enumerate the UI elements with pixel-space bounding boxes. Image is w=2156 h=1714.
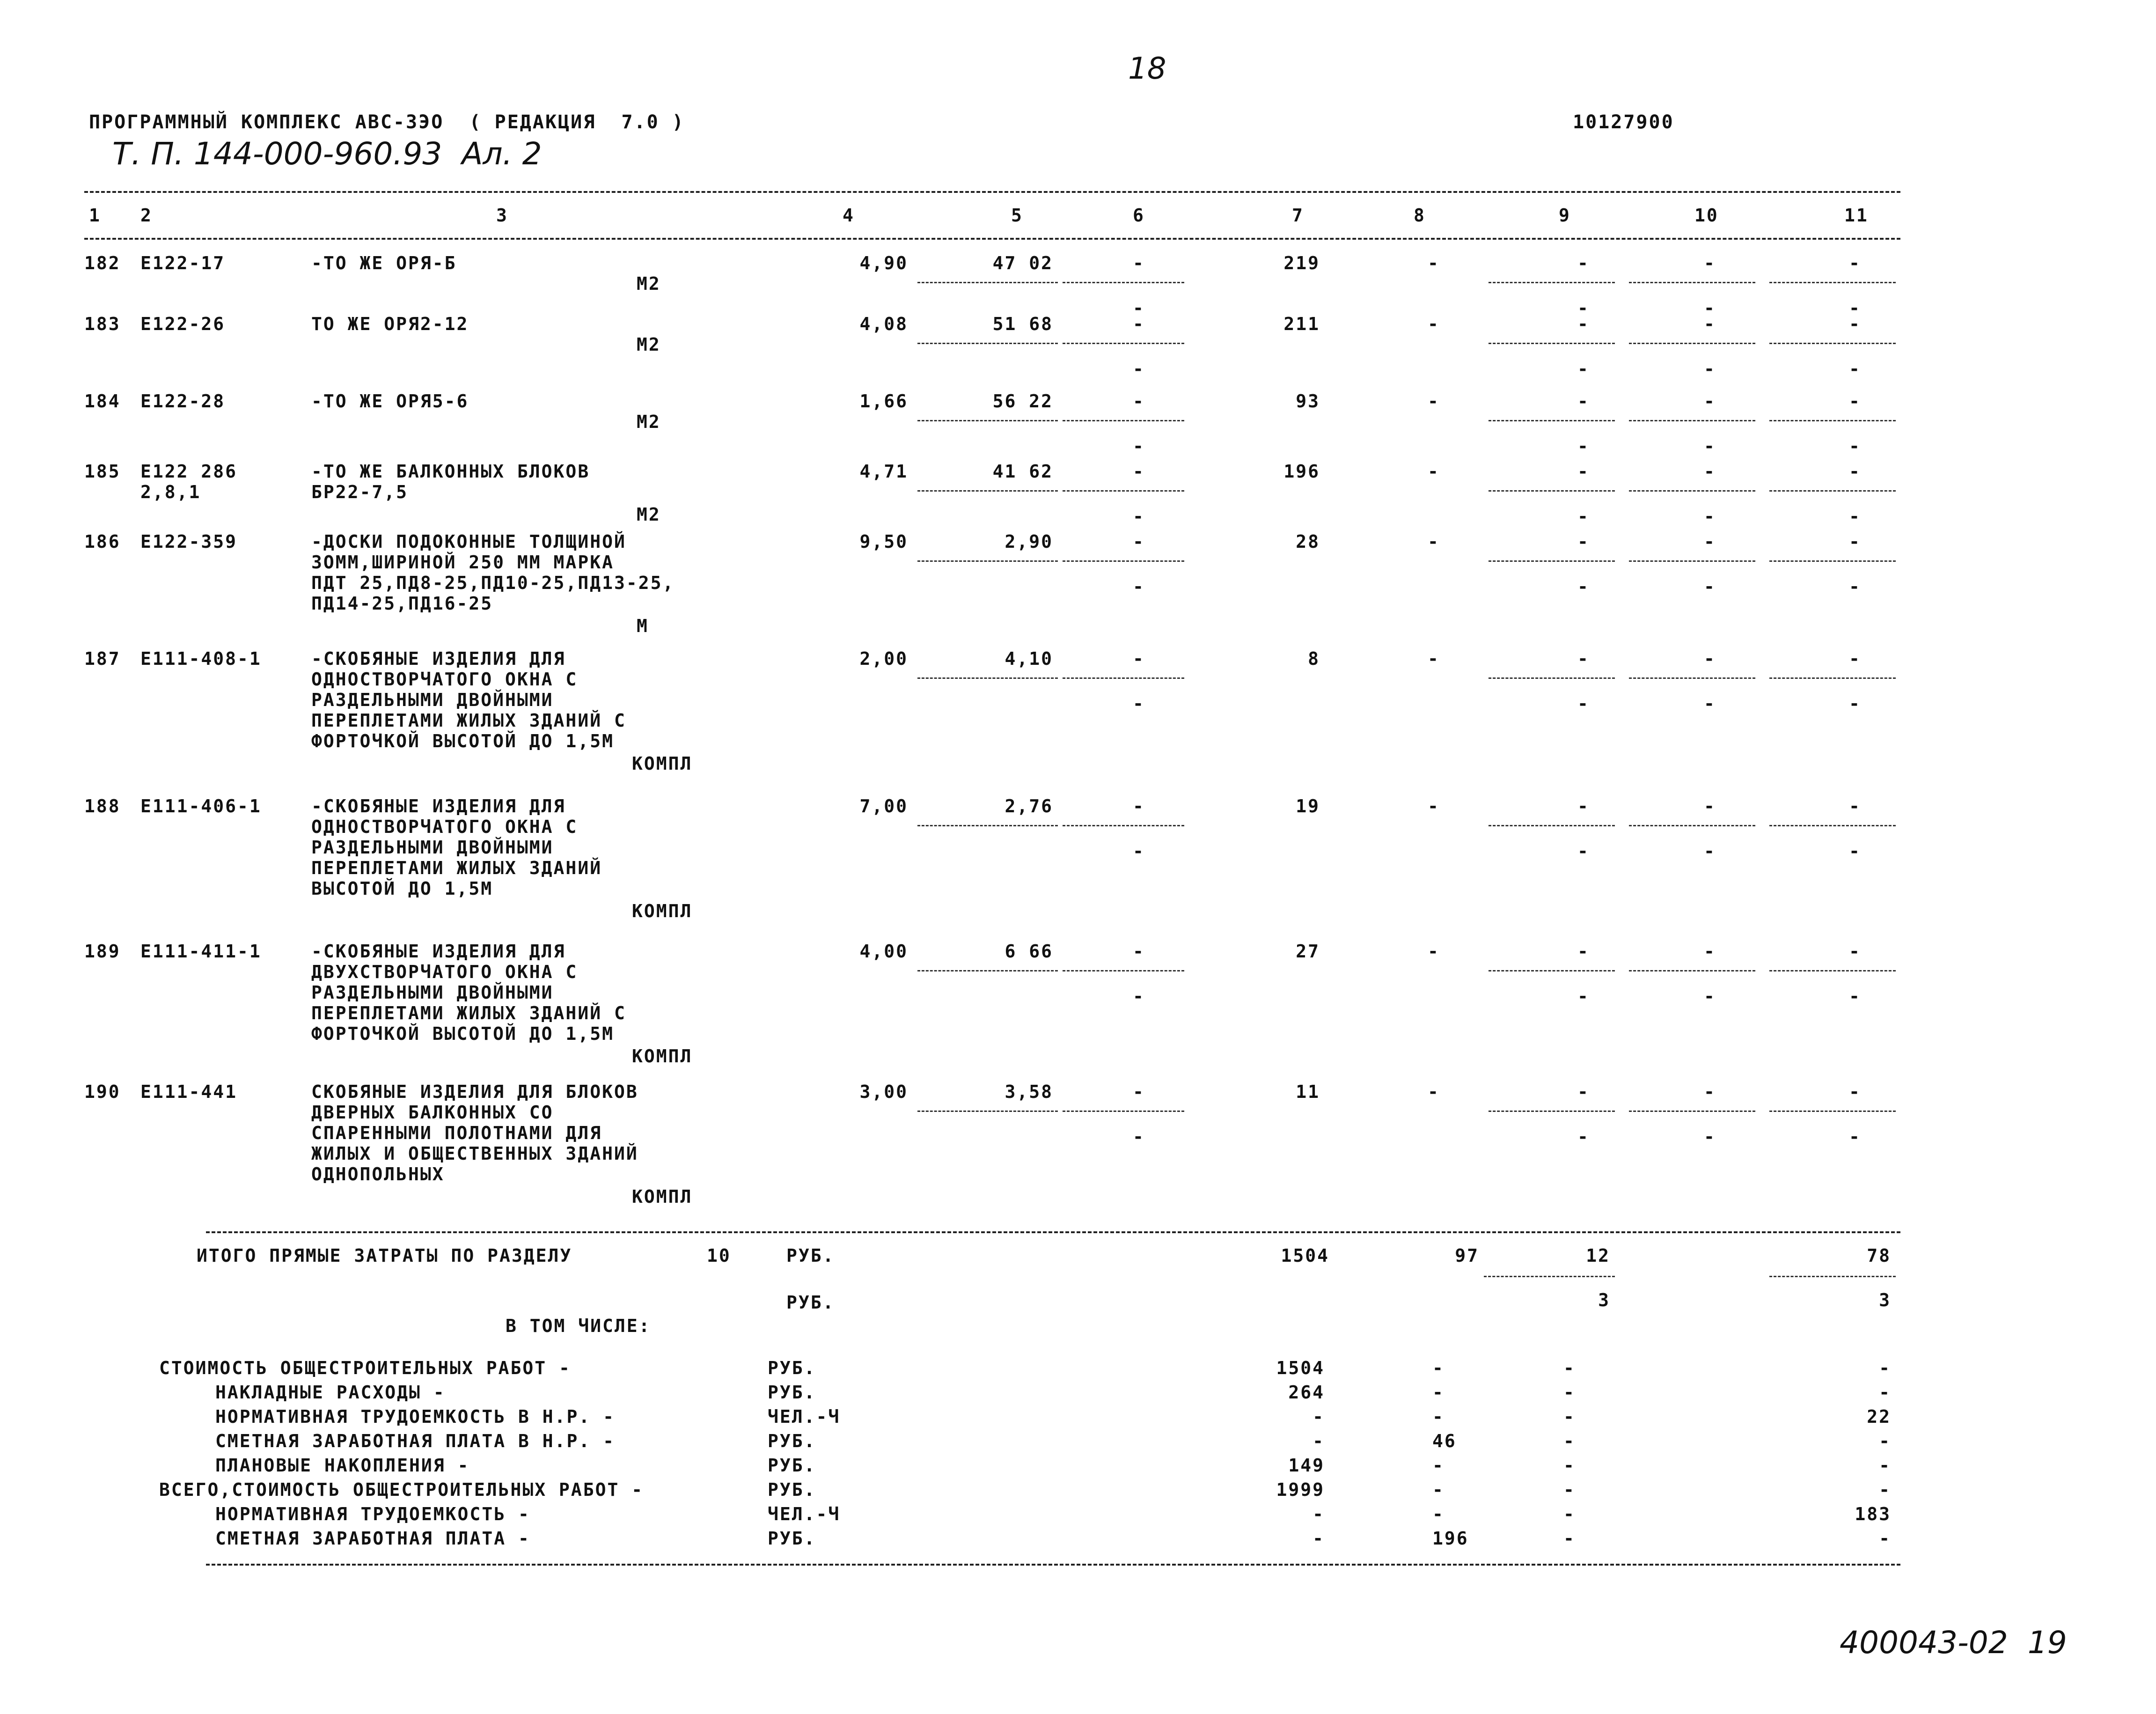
col9-below: - (1577, 841, 1590, 861)
summary-col7: - (1313, 1528, 1325, 1549)
totals-col9-second: 3 (1598, 1290, 1610, 1310)
col10-below: - (1704, 576, 1716, 597)
col8-value: - (1428, 1081, 1440, 1102)
col11-below: - (1849, 841, 1861, 861)
work-description-line: -ТО ЖЕ БАЛКОННЫХ БЛОКОВ (311, 461, 590, 482)
price-underline (917, 343, 1058, 344)
work-description-line: ОДНОПОЛЬНЫХ (311, 1164, 445, 1184)
summary-col11: - (1879, 1358, 1891, 1378)
col11-underline (1769, 970, 1896, 971)
col10-value: - (1704, 796, 1716, 817)
col11-below: - (1849, 298, 1861, 318)
work-description-line: -ТО ЖЕ ОРЯ5-6 (311, 391, 469, 412)
unit-of-measure: М2 (637, 412, 661, 432)
summary-bottom-rule (206, 1564, 1900, 1566)
col9-below: - (1577, 506, 1590, 527)
work-description-line: РАЗДЕЛЬНЫМИ ДВОЙНЫМИ (311, 982, 554, 1003)
quantity: 4,08 (859, 314, 908, 334)
unit-of-measure: КОМПЛ (632, 1186, 693, 1207)
summary-col8: - (1432, 1504, 1445, 1524)
summary-label: ВСЕГО,СТОИМОСТЬ ОБЩЕСТРОИТЕЛЬНЫХ РАБОТ - (159, 1479, 644, 1500)
col8-value: - (1428, 314, 1440, 334)
totals-col11-underline (1769, 1276, 1896, 1277)
col7-value: 219 (1283, 253, 1320, 273)
summary-col7: 149 (1288, 1455, 1325, 1476)
col9-below: - (1577, 1126, 1590, 1147)
summary-col9: - (1563, 1406, 1576, 1427)
summary-col7: - (1313, 1504, 1325, 1524)
col6-below: - (1133, 506, 1145, 527)
column-number-8: 8 (1414, 205, 1426, 226)
unit-of-measure: КОМПЛ (632, 901, 693, 921)
summary-col11: - (1879, 1455, 1891, 1476)
col10-below: - (1704, 841, 1716, 861)
column-number-2: 2 (140, 205, 153, 226)
col6-below: - (1133, 576, 1145, 597)
price-underline (917, 490, 1058, 492)
rate-code: Е111-411-1 (140, 941, 262, 962)
col10-underline (1629, 343, 1755, 344)
summary-col11: 183 (1855, 1504, 1891, 1524)
col6-value: - (1133, 796, 1145, 817)
unit-of-measure: М2 (637, 334, 661, 355)
program-header: ПРОГРАММНЫЙ КОМПЛЕКС АВС-3ЭО ( РЕДАКЦИЯ 7.0 ) (89, 111, 685, 133)
summary-col9: - (1563, 1528, 1576, 1549)
price-underline (917, 825, 1058, 826)
col11-value: - (1849, 531, 1861, 552)
col10-value: - (1704, 314, 1716, 334)
totals-col9: 12 (1586, 1245, 1610, 1266)
summary-col9: - (1563, 1431, 1576, 1451)
work-description-line: ОДНОСТВОРЧАТОГО ОКНА С (311, 669, 578, 690)
col10-below: - (1704, 359, 1716, 379)
col7-value: 8 (1308, 648, 1320, 669)
summary-col9: - (1563, 1479, 1576, 1500)
col11-value: - (1849, 253, 1861, 273)
quantity: 3,00 (859, 1081, 908, 1102)
col8-value: - (1428, 796, 1440, 817)
col10-underline (1629, 825, 1755, 826)
summary-label: НОРМАТИВНАЯ ТРУДОЕМКОСТЬ В Н.Р. - (215, 1406, 615, 1427)
quantity: 4,90 (859, 253, 908, 273)
summary-col8: - (1432, 1406, 1445, 1427)
col11-underline (1769, 1111, 1896, 1112)
col10-below: - (1704, 1126, 1716, 1147)
col6-below: - (1133, 693, 1145, 714)
page-number: 18 (1128, 51, 1166, 86)
unit-price: 47 02 (992, 253, 1053, 273)
summary-unit: РУБ. (768, 1431, 816, 1451)
summary-col11: - (1879, 1479, 1891, 1500)
col11-underline (1769, 343, 1896, 344)
totals-col11: 78 (1867, 1245, 1891, 1266)
row-number: 188 (84, 796, 121, 817)
summary-col8: 196 (1432, 1528, 1469, 1549)
col10-value: - (1704, 1081, 1716, 1102)
col6-underline (1063, 970, 1184, 971)
summary-col7: - (1313, 1431, 1325, 1451)
col10-underline (1629, 970, 1755, 971)
summary-col8: 46 (1432, 1431, 1457, 1451)
col10-value: - (1704, 941, 1716, 962)
column-number-4: 4 (843, 205, 855, 226)
summary-label: НАКЛАДНЫЕ РАСХОДЫ - (215, 1382, 446, 1403)
summary-label: СТОИМОСТЬ ОБЩЕСТРОИТЕЛЬНЫХ РАБОТ - (159, 1358, 571, 1378)
rate-code-suffix: 2,8,1 (140, 482, 201, 502)
row-number: 186 (84, 531, 121, 552)
col9-underline (1489, 825, 1615, 826)
work-description-line: ДВУХСТВОРЧАТОГО ОКНА С (311, 962, 578, 982)
col9-value: - (1577, 253, 1590, 273)
row-number: 182 (84, 253, 121, 273)
col9-underline (1489, 282, 1615, 283)
col9-underline (1489, 970, 1615, 971)
row-number: 184 (84, 391, 121, 412)
totals-top-rule (206, 1231, 1900, 1233)
col6-underline (1063, 282, 1184, 283)
col6-below: - (1133, 359, 1145, 379)
summary-unit: РУБ. (768, 1382, 816, 1403)
rate-code: Е111-441 (140, 1081, 238, 1102)
totals-col8: 97 (1455, 1245, 1479, 1266)
rate-code: Е111-408-1 (140, 648, 262, 669)
unit-price: 2,90 (1005, 531, 1053, 552)
col8-value: - (1428, 253, 1440, 273)
document-code: 10127900 (1573, 111, 1674, 133)
col11-underline (1769, 420, 1896, 421)
summary-col8: - (1432, 1479, 1445, 1500)
col10-below: - (1704, 298, 1716, 318)
col6-underline (1063, 343, 1184, 344)
price-underline (917, 420, 1058, 421)
col11-underline (1769, 282, 1896, 283)
rate-code: Е122-359 (140, 531, 238, 552)
summary-col7: 1504 (1276, 1358, 1325, 1378)
totals-col9-underline (1484, 1276, 1615, 1277)
col7-value: 196 (1283, 461, 1320, 482)
col11-value: - (1849, 941, 1861, 962)
unit-of-measure: М2 (637, 273, 661, 294)
price-underline (917, 970, 1058, 971)
work-description-line: РАЗДЕЛЬНЫМИ ДВОЙНЫМИ (311, 690, 554, 710)
totals-unit-2: РУБ. (786, 1292, 835, 1313)
row-number: 189 (84, 941, 121, 962)
col11-below: - (1849, 506, 1861, 527)
work-description-line: ПЕРЕПЛЕТАМИ ЖИЛЫХ ЗДАНИЙ (311, 858, 602, 878)
work-description-line: -ТО ЖЕ ОРЯ-Б (311, 253, 457, 273)
col6-below: - (1133, 841, 1145, 861)
col10-below: - (1704, 693, 1716, 714)
work-description-line: -СКОБЯНЫЕ ИЗДЕЛИЯ ДЛЯ (311, 941, 566, 962)
col11-underline (1769, 825, 1896, 826)
col6-value: - (1133, 253, 1145, 273)
col9-value: - (1577, 314, 1590, 334)
summary-col11: - (1879, 1431, 1891, 1451)
col6-below: - (1133, 436, 1145, 456)
col7-value: 28 (1296, 531, 1320, 552)
col10-value: - (1704, 253, 1716, 273)
col7-value: 211 (1283, 314, 1320, 334)
price-underline (917, 677, 1058, 679)
unit-of-measure: М2 (637, 504, 661, 525)
unit-price: 4,10 (1005, 648, 1053, 669)
col11-value: - (1849, 461, 1861, 482)
row-number: 187 (84, 648, 121, 669)
col11-value: - (1849, 1081, 1861, 1102)
col10-underline (1629, 282, 1755, 283)
summary-unit: РУБ. (768, 1479, 816, 1500)
col6-underline (1063, 825, 1184, 826)
col8-value: - (1428, 941, 1440, 962)
col6-underline (1063, 677, 1184, 679)
col9-below: - (1577, 693, 1590, 714)
col11-below: - (1849, 693, 1861, 714)
work-description-line: СПАРЕННЫМИ ПОЛОТНАМИ ДЛЯ (311, 1123, 602, 1143)
work-description-line: ПДТ 25,ПД8-25,ПД10-25,ПД13-25, (311, 573, 675, 593)
totals-unit-1: РУБ. (786, 1245, 835, 1266)
col11-below: - (1849, 436, 1861, 456)
work-description-line: ФОРТОЧКОЙ ВЫСОТОЙ ДО 1,5М (311, 731, 614, 751)
col10-below: - (1704, 986, 1716, 1007)
col7-value: 27 (1296, 941, 1320, 962)
col6-underline (1063, 420, 1184, 421)
col9-underline (1489, 1111, 1615, 1112)
rate-code: Е122-28 (140, 391, 226, 412)
col9-underline (1489, 560, 1615, 562)
col9-value: - (1577, 461, 1590, 482)
col6-below: - (1133, 298, 1145, 318)
col10-underline (1629, 490, 1755, 492)
summary-col8: - (1432, 1455, 1445, 1476)
work-description-line: ВЫСОТОЙ ДО 1,5М (311, 878, 493, 899)
column-number-6: 6 (1133, 205, 1145, 226)
column-number-1: 1 (89, 205, 101, 226)
work-description-line: БР22-7,5 (311, 482, 409, 502)
col10-underline (1629, 677, 1755, 679)
totals-section: 10 (707, 1245, 731, 1266)
unit-price: 41 62 (992, 461, 1053, 482)
totals-col7: 1504 (1281, 1245, 1329, 1266)
footer-stamp: 400043-02 19 (1840, 1625, 2067, 1661)
including-label: В ТОМ ЧИСЛЕ: (506, 1316, 651, 1336)
col6-underline (1063, 1111, 1184, 1112)
work-description-line: РАЗДЕЛЬНЫМИ ДВОЙНЫМИ (311, 837, 554, 858)
column-number-11: 11 (1844, 205, 1869, 226)
summary-unit: РУБ. (768, 1455, 816, 1476)
summary-col9: - (1563, 1504, 1576, 1524)
col9-value: - (1577, 796, 1590, 817)
rate-code: Е122-26 (140, 314, 226, 334)
col8-value: - (1428, 648, 1440, 669)
col10-value: - (1704, 531, 1716, 552)
col11-value: - (1849, 648, 1861, 669)
unit-price: 6 66 (1005, 941, 1053, 962)
row-number: 190 (84, 1081, 121, 1102)
col10-value: - (1704, 648, 1716, 669)
col6-value: - (1133, 1081, 1145, 1102)
column-number-7: 7 (1292, 205, 1304, 226)
col10-below: - (1704, 436, 1716, 456)
column-number-3: 3 (496, 205, 508, 226)
work-description-line: ДВЕРНЫХ БАЛКОННЫХ СО (311, 1102, 554, 1123)
unit-price: 51 68 (992, 314, 1053, 334)
col9-value: - (1577, 391, 1590, 412)
summary-col8: - (1432, 1382, 1445, 1403)
col8-value: - (1428, 531, 1440, 552)
summary-col9: - (1563, 1382, 1576, 1403)
work-description-line: ЗОММ,ШИРИНОЙ 250 ММ МАРКА (311, 552, 614, 573)
summary-unit: ЧЕЛ.-Ч (768, 1504, 841, 1524)
col11-below: - (1849, 359, 1861, 379)
col10-value: - (1704, 391, 1716, 412)
summary-col11: - (1879, 1528, 1891, 1549)
col9-below: - (1577, 986, 1590, 1007)
summary-col9: - (1563, 1358, 1576, 1378)
col6-value: - (1133, 941, 1145, 962)
quantity: 7,00 (859, 796, 908, 817)
summary-label: СМЕТНАЯ ЗАРАБОТНАЯ ПЛАТА В Н.Р. - (215, 1431, 615, 1451)
summary-col11: 22 (1867, 1406, 1891, 1427)
rate-code: Е122 286 (140, 461, 238, 482)
summary-unit: РУБ. (768, 1358, 816, 1378)
summary-label: СМЕТНАЯ ЗАРАБОТНАЯ ПЛАТА - (215, 1528, 530, 1549)
col6-below: - (1133, 986, 1145, 1007)
col10-underline (1629, 1111, 1755, 1112)
quantity: 1,66 (859, 391, 908, 412)
col9-underline (1489, 343, 1615, 344)
summary-col8: - (1432, 1358, 1445, 1378)
summary-col7: 264 (1288, 1382, 1325, 1403)
col8-value: - (1428, 461, 1440, 482)
col11-underline (1769, 677, 1896, 679)
col11-value: - (1849, 796, 1861, 817)
col6-value: - (1133, 531, 1145, 552)
totals-col11-second: 3 (1879, 1290, 1891, 1310)
price-underline (917, 1111, 1058, 1112)
quantity: 4,00 (859, 941, 908, 962)
work-description-line: -СКОБЯНЫЕ ИЗДЕЛИЯ ДЛЯ (311, 648, 566, 669)
col9-underline (1489, 490, 1615, 492)
work-description-line: ЖИЛЫХ И ОБЩЕСТВЕННЫХ ЗДАНИЙ (311, 1143, 638, 1164)
col7-value: 93 (1296, 391, 1320, 412)
summary-label: НОРМАТИВНАЯ ТРУДОЕМКОСТЬ - (215, 1504, 530, 1524)
unit-of-measure: М (637, 616, 649, 636)
work-description-line: -ДОСКИ ПОДОКОННЫЕ ТОЛЩИНОЙ (311, 531, 626, 552)
col10-below: - (1704, 506, 1716, 527)
summary-col7: 1999 (1276, 1479, 1325, 1500)
work-description-line: -СКОБЯНЫЕ ИЗДЕЛИЯ ДЛЯ (311, 796, 566, 817)
work-description-line: ПД14-25,ПД16-25 (311, 593, 493, 614)
quantity: 4,71 (859, 461, 908, 482)
summary-col7: - (1313, 1406, 1325, 1427)
work-description-line: ФОРТОЧКОЙ ВЫСОТОЙ ДО 1,5М (311, 1023, 614, 1044)
summary-unit: ЧЕЛ.-Ч (768, 1406, 841, 1427)
col6-underline (1063, 560, 1184, 562)
quantity: 9,50 (859, 531, 908, 552)
rate-code: Е111-406-1 (140, 796, 262, 817)
col11-underline (1769, 560, 1896, 562)
work-description-line: СКОБЯНЫЕ ИЗДЕЛИЯ ДЛЯ БЛОКОВ (311, 1081, 638, 1102)
col11-below: - (1849, 1126, 1861, 1147)
col9-below: - (1577, 359, 1590, 379)
col6-below: - (1133, 1126, 1145, 1147)
column-number-9: 9 (1559, 205, 1571, 226)
unit-price: 56 22 (992, 391, 1053, 412)
summary-col11: - (1879, 1382, 1891, 1403)
col6-value: - (1133, 391, 1145, 412)
unit-price: 2,76 (1005, 796, 1053, 817)
col11-value: - (1849, 391, 1861, 412)
column-number-5: 5 (1011, 205, 1023, 226)
col11-underline (1769, 490, 1896, 492)
col9-underline (1489, 420, 1615, 421)
col9-value: - (1577, 941, 1590, 962)
col9-below: - (1577, 436, 1590, 456)
col9-below: - (1577, 298, 1590, 318)
price-underline (917, 560, 1058, 562)
col6-value: - (1133, 461, 1145, 482)
work-description-line: ТО ЖЕ ОРЯ2-12 (311, 314, 469, 334)
header-top-rule (84, 191, 1900, 193)
col9-underline (1489, 677, 1615, 679)
totals-label: ИТОГО ПРЯМЫЕ ЗАТРАТЫ ПО РАЗДЕЛУ (197, 1245, 572, 1266)
col9-value: - (1577, 648, 1590, 669)
col7-value: 19 (1296, 796, 1320, 817)
col6-value: - (1133, 314, 1145, 334)
work-description-line: ПЕРЕПЛЕТАМИ ЖИЛЫХ ЗДАНИЙ С (311, 1003, 626, 1023)
col7-value: 11 (1296, 1081, 1320, 1102)
price-underline (917, 282, 1058, 283)
row-number: 185 (84, 461, 121, 482)
col9-below: - (1577, 576, 1590, 597)
column-number-10: 10 (1694, 205, 1719, 226)
col6-value: - (1133, 648, 1145, 669)
rate-code: Е122-17 (140, 253, 226, 273)
unit-of-measure: КОМПЛ (632, 1046, 693, 1067)
col9-value: - (1577, 531, 1590, 552)
summary-label: ПЛАНОВЫЕ НАКОПЛЕНИЯ - (215, 1455, 470, 1476)
col10-underline (1629, 560, 1755, 562)
summary-unit: РУБ. (768, 1528, 816, 1549)
quantity: 2,00 (859, 648, 908, 669)
col10-underline (1629, 420, 1755, 421)
col10-value: - (1704, 461, 1716, 482)
col9-value: - (1577, 1081, 1590, 1102)
work-description-line: ОДНОСТВОРЧАТОГО ОКНА С (311, 817, 578, 837)
unit-price: 3,58 (1005, 1081, 1053, 1102)
col11-value: - (1849, 314, 1861, 334)
header-bottom-rule (84, 238, 1900, 240)
col11-below: - (1849, 986, 1861, 1007)
col11-below: - (1849, 576, 1861, 597)
col8-value: - (1428, 391, 1440, 412)
row-number: 183 (84, 314, 121, 334)
handwritten-reference: Т. П. 144-000-960.93 Ал. 2 (112, 136, 542, 172)
col6-underline (1063, 490, 1184, 492)
summary-col9: - (1563, 1455, 1576, 1476)
unit-of-measure: КОМПЛ (632, 753, 693, 774)
work-description-line: ПЕРЕПЛЕТАМИ ЖИЛЫХ ЗДАНИЙ С (311, 710, 626, 731)
